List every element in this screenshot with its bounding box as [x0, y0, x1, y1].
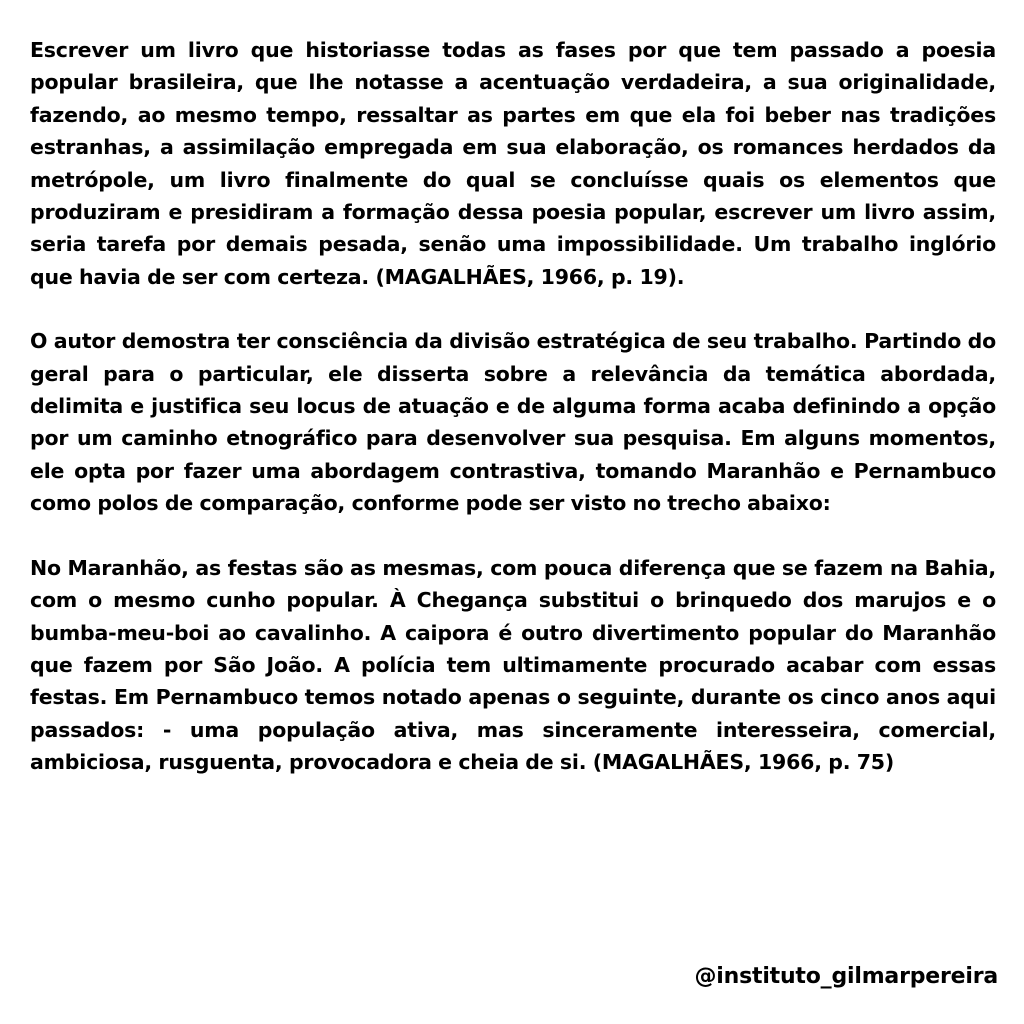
document-body	[30, 34, 996, 779]
quote-paragraph-2: No Maranhão, as festas são as mesmas, com pouca diferença que se fazem na Bahia, com o mesmo cunho popular. À Chegança substitui o brinquedo dos marujos e o bumba-meu-boi ao cavalinho. A caipora é outro divertimento popular do Maranhão que fazem por São João. A polícia tem ultimamente procurado acabar com essas festas. Em Pernambuco temos notado apenas o seguinte, durante os cinco anos aqui passados: - uma população ativa, mas sinceramente interesseira, comercial, ambiciosa, rusguenta, provocadora e cheia de si. (MAGALHÃES, 1966, p. 75)	[30, 555, 996, 775]
social-handle: @instituto_gilmarpereira	[694, 964, 998, 989]
quote-paragraph-1: Escrever um livro que historiasse todas as fases por que tem passado a poesia popular brasileira, que lhe notasse a acentuação verdadeira, a sua originalidade, fazendo, ao mesmo tempo, ressaltar as partes em que ela foi beber nas tradições estranhas, a assimilação empregada em sua elaboração, os romances herdados da metrópole, um livro finalmente do qual se concluísse quais os elementos que produziram e presidiram a formação dessa poesia popular, escrever um livro assim, seria tarefa por demais pesada, senão uma impossibilidade. Um trabalho inglório que havia de ser com certeza. (MAGALHÃES, 1966, p. 19).	[30, 38, 996, 289]
commentary-paragraph: O autor demostra ter consciência da divisão estratégica de seu trabalho. Partindo do geral para o particular, ele disserta sobre a relevância da temática abordada, delimita e justifica seu locus de atuação e de alguma forma acaba definindo a opção por um caminho etnográfico para desenvolver sua pesquisa. Em alguns momentos, ele opta por fazer uma abordagem contrastiva, tomando Maranhão e Pernambuco como polos de comparação, conforme pode ser visto no trecho abaixo:	[30, 329, 996, 516]
